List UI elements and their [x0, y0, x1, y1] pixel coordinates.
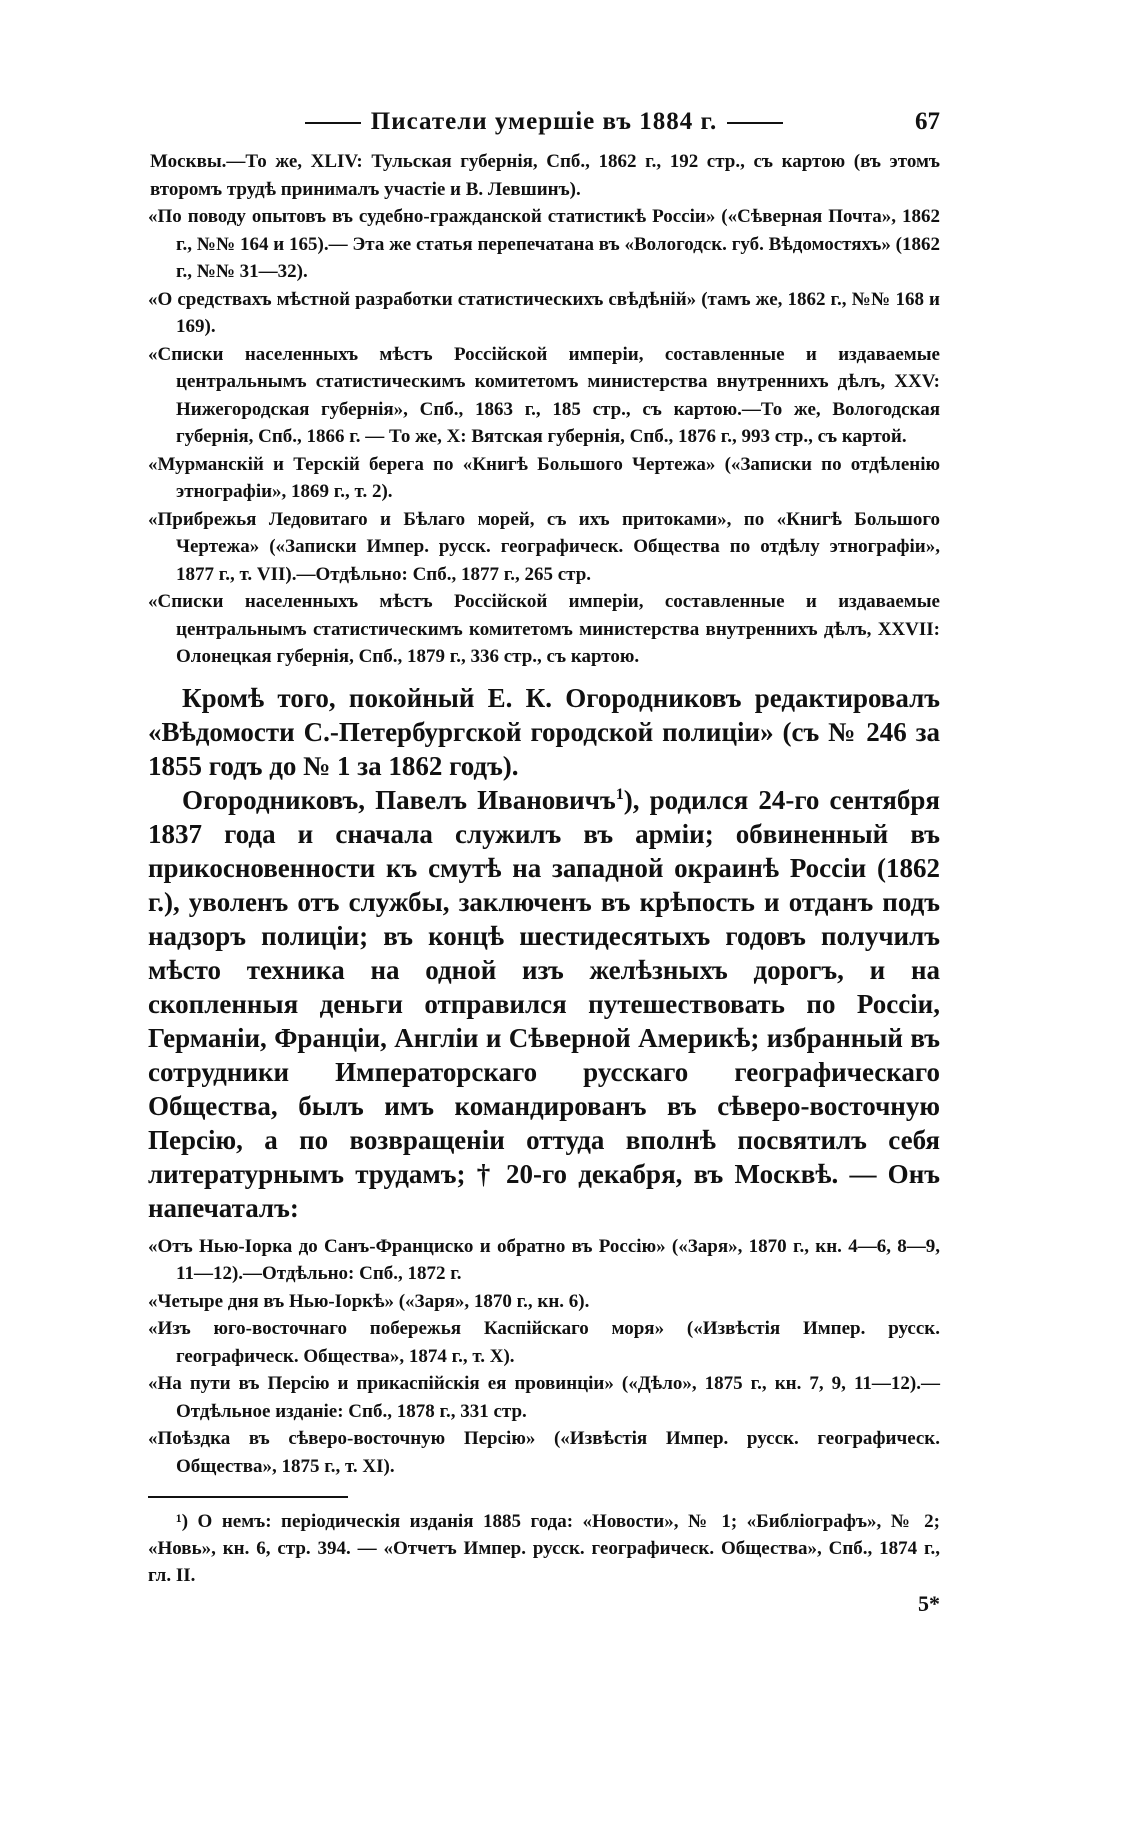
page-number: 67	[915, 108, 940, 135]
bibliography-list-bottom	[148, 1233, 940, 1481]
paragraph-biography	[148, 783, 940, 1225]
list-item: «Мурманскій и Терскій берега по «Книгѣ Большого Чертежа» («Записки по отдѣленію этнографіи», 1869 г., т. 2).	[148, 453, 940, 502]
bibliography-list-top	[148, 148, 940, 671]
list-item: «Отъ Нью-Іорка до Санъ-Франциско и обратно въ Россію» («Заря», 1870 г., кн. 4—6, 8—9, 11—12).—Отдѣльно: Спб., 1872 г.	[148, 1235, 940, 1284]
list-item: «Списки населенныхъ мѣстъ Россійской имперіи, составленные и издаваемые центральнымъ статистическимъ комитетомъ министерства внутреннихъ дѣлъ, XXVII: Олонецкая губернія, Спб., 1879 г., 336 стр., съ картою.	[148, 591, 940, 667]
running-title-text: Писатели умершіе въ 1884 г.	[370, 108, 718, 135]
paragraph-editorship: Кромѣ того, покойный Е. К. Огородниковъ редактировалъ «Вѣдомости С.-Петербургской городской полиціи» (съ № 246 за 1855 годъ до № 1 за 1862 годъ).	[148, 682, 940, 781]
book-page	[148, 108, 940, 1617]
list-item: Москвы.—То же, XLIV: Тульская губернія, Спб., 1862 г., 192 стр., съ картою (въ этомъ второмъ трудѣ принималъ участіе и В. Левшинъ).	[150, 151, 940, 200]
footnote-divider	[148, 1496, 348, 1498]
running-title	[148, 108, 940, 136]
list-item: «По поводу опытовъ въ судебно-гражданской статистикѣ Россіи» («Сѣверная Почта», 1862 г., №№ 164 и 165).— Эта же статья перепечатана въ «Вологодск. губ. Вѣдомостяхъ» (1862 г., №№ 31—32).	[148, 206, 940, 282]
footnote	[148, 1508, 940, 1589]
header-rule-right	[727, 122, 783, 124]
running-header	[148, 108, 940, 148]
header-rule-left	[305, 122, 361, 124]
footnote-text: О немъ: періодическія изданія 1885 года: «Новости», № 1; «Библіографъ», № 2; «Новь», кн. 6, стр. 394. — «Отчетъ Импер. русск. географическ. Общества», Спб., 1874 г., гл. II.	[148, 1511, 940, 1586]
signature-mark: 5*	[918, 1591, 940, 1616]
list-item: «О средствахъ мѣстной разработки статистическихъ свѣдѣній» (тамъ же, 1862 г., №№ 168 и 169).	[148, 288, 940, 337]
list-item: «Изъ юго-восточнаго побережья Каспійскаго моря» («Извѣстія Импер. русск. географическ. Общества», 1874 г., т. X).	[148, 1318, 940, 1367]
list-item: «Списки населенныхъ мѣстъ Россійской имперіи, составленные и издаваемые центральнымъ статистическимъ комитетомъ министерства внутреннихъ дѣлъ, XXV: Нижегородская губернія», Спб., 1863 г., 185 стр., съ картою.—То же, Вологодская губернія, Спб., 1866 г. — То же, X: Вятская губернія, Спб., 1876 г., 993 стр., съ картой.	[148, 343, 940, 447]
list-item: «Прибрежья Ледовитаго и Бѣлаго морей, съ ихъ притоками», по «Книгѣ Большого Чертежа» («Записки Импер. русск. географическ. Общества по отдѣлу этнографіи», 1877 г., т. VII).—Отдѣльно: Спб., 1877 г., 265 стр.	[148, 508, 940, 585]
list-item: «На пути въ Персію и прикаспійскія ея провинціи» («Дѣло», 1875 г., кн. 7, 9, 11—12).—Отдѣльное изданіе: Спб., 1878 г., 331 стр.	[148, 1373, 940, 1422]
footnote-mark: ¹)	[176, 1511, 189, 1532]
list-item: «Поѣздка въ сѣверо-восточную Персію» («Извѣстія Импер. русск. географическ. Общества», 1875 г., т. XI).	[148, 1428, 940, 1477]
list-item: «Четыре дня въ Нью-Іоркѣ» («Заря», 1870 г., кн. 6).	[148, 1290, 590, 1312]
footnote-reference: 1	[615, 784, 624, 803]
body-text	[148, 681, 940, 1225]
biography-text: ), родился 24-го сентября 1837 года и сначала служилъ въ арміи; обвиненный въ прикосновенности къ смутѣ на западной окраинѣ Россіи (1862 г.), уволенъ отъ службы, заключенъ въ крѣпость и отданъ подъ надзоръ полиціи; въ концѣ шестидесятыхъ годовъ получилъ мѣсто техника на одной изъ желѣзныхъ дорогъ, и на скопленныя деньги отправился путешествовать по Россіи, Германіи, Франціи, Англіи и Сѣверной Америкѣ; избранный въ сотрудники Императорскаго русскаго географическаго Общества, былъ имъ командированъ въ сѣверо-восточную Персію, а по возвращеніи оттуда вполнѣ посвятилъ себя литературнымъ трудамъ; † 20-го декабря, въ Москвѣ. — Онъ напечаталъ:	[148, 784, 940, 1223]
person-name: Огородниковъ, Павелъ Ивановичъ	[182, 784, 616, 815]
